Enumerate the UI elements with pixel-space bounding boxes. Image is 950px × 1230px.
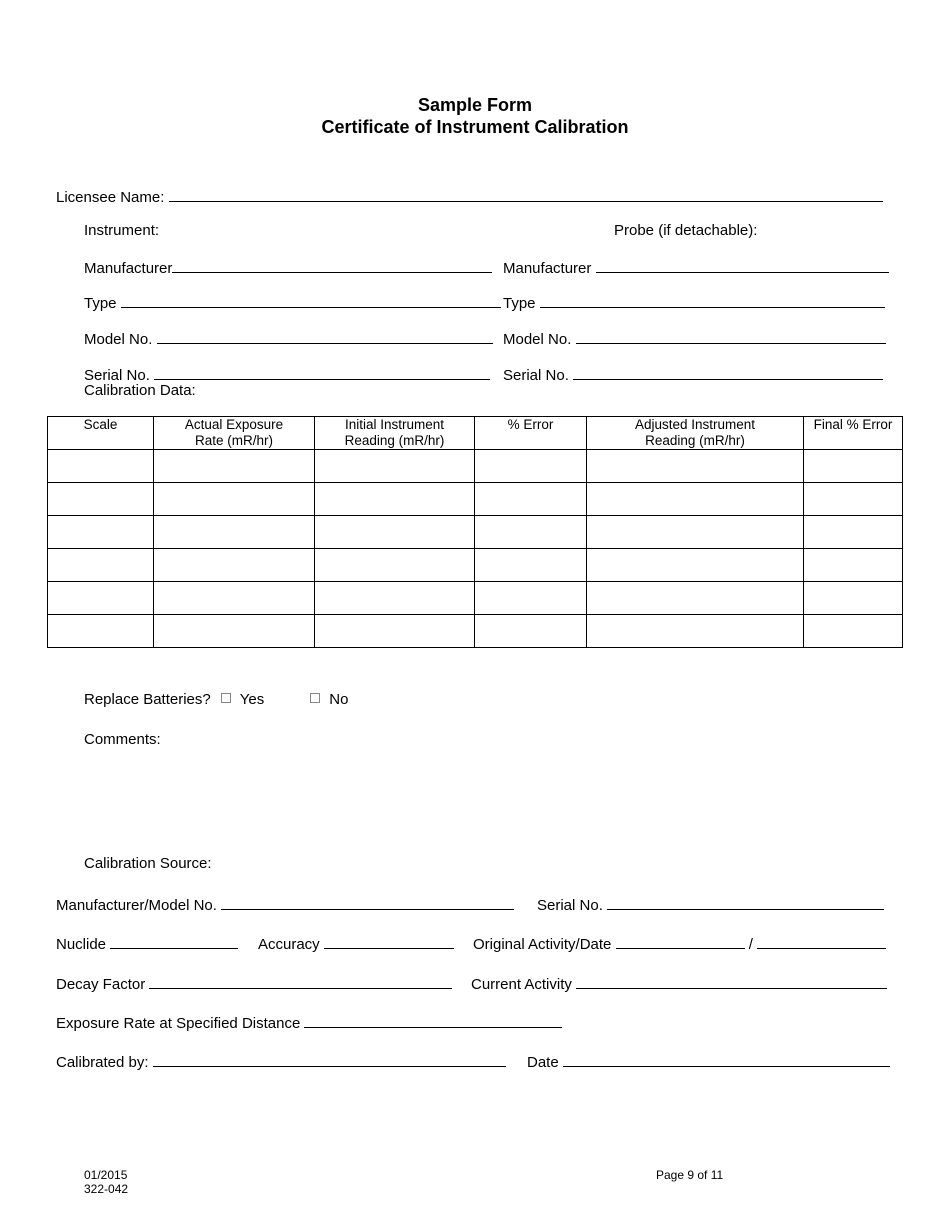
date-row	[527, 1052, 890, 1071]
current-activity-field[interactable]	[576, 974, 887, 989]
instrument-serial-label: Serial No.	[84, 367, 150, 384]
nuclide-field[interactable]	[110, 934, 238, 949]
instrument-type-row	[84, 293, 501, 312]
no-label: No	[329, 691, 349, 708]
table-row	[48, 516, 903, 549]
instrument-manufacturer-row	[84, 258, 492, 277]
comments-label: Comments:	[84, 731, 161, 748]
table-cell[interactable]	[48, 450, 154, 483]
table-row	[48, 615, 903, 648]
instrument-serial-field[interactable]	[154, 365, 490, 380]
probe-heading: Probe (if detachable):	[614, 222, 758, 239]
table-cell[interactable]	[154, 615, 315, 648]
licensee-row	[56, 187, 883, 206]
footer-form-code: 322-042	[84, 1182, 129, 1196]
table-cell[interactable]	[804, 450, 903, 483]
date-label: Date	[527, 1054, 559, 1071]
probe-manufacturer-label: Manufacturer	[503, 260, 592, 277]
original-activity-field[interactable]	[616, 934, 745, 949]
table-row	[48, 450, 903, 483]
probe-model-field[interactable]	[576, 329, 886, 344]
table-cell[interactable]	[315, 450, 475, 483]
table-cell[interactable]	[315, 549, 475, 582]
probe-manufacturer-row	[503, 258, 889, 277]
date-field[interactable]	[563, 1052, 890, 1067]
probe-serial-row	[503, 365, 883, 384]
probe-serial-label: Serial No.	[503, 367, 569, 384]
column-header-percent-error: % Error	[475, 417, 587, 450]
instrument-model-field[interactable]	[157, 329, 493, 344]
table-cell[interactable]	[48, 516, 154, 549]
table-cell[interactable]	[48, 549, 154, 582]
probe-model-label: Model No.	[503, 331, 572, 348]
instrument-type-field[interactable]	[121, 293, 501, 308]
instrument-manufacturer-label: Manufacturer	[84, 260, 173, 277]
page-title: Sample Form	[417, 95, 533, 115]
original-activity-row	[473, 934, 886, 953]
probe-manufacturer-field[interactable]	[596, 258, 889, 273]
source-mfr-model-field[interactable]	[221, 895, 514, 910]
instrument-manufacturer-field[interactable]	[172, 258, 492, 273]
page-subtitle: Certificate of Instrument Calibration	[321, 117, 629, 137]
table-cell[interactable]	[475, 483, 587, 516]
column-header-final-error: Final % Error	[804, 417, 903, 450]
calibration-source-heading: Calibration Source:	[84, 855, 212, 872]
column-header-actual-exposure: Actual Exposure Rate (mR/hr)	[154, 417, 315, 450]
nuclide-label: Nuclide	[56, 936, 107, 953]
instrument-model-label: Model No.	[84, 331, 153, 348]
column-header-adjusted-reading: Adjusted Instrument Reading (mR/hr)	[587, 417, 804, 450]
probe-type-row	[503, 293, 885, 312]
decay-factor-row	[56, 974, 452, 993]
table-cell[interactable]	[804, 549, 903, 582]
table-cell[interactable]	[587, 483, 804, 516]
table-cell[interactable]	[48, 582, 154, 615]
table-cell[interactable]	[475, 615, 587, 648]
calibration-data-label: Calibration Data:	[84, 382, 196, 399]
probe-type-label: Type	[503, 295, 536, 312]
calibration-table	[47, 416, 903, 648]
source-serial-label: Serial No.	[537, 897, 603, 914]
accuracy-label: Accuracy	[258, 936, 320, 953]
table-cell[interactable]	[154, 483, 315, 516]
table-cell[interactable]	[804, 516, 903, 549]
licensee-label: Licensee Name:	[56, 189, 165, 206]
probe-model-row	[503, 329, 886, 348]
yes-checkbox[interactable]	[221, 693, 231, 703]
table-cell[interactable]	[315, 615, 475, 648]
yes-label: Yes	[239, 691, 265, 708]
exposure-rate-row	[56, 1013, 562, 1032]
table-cell[interactable]	[804, 483, 903, 516]
current-activity-label: Current Activity	[471, 976, 572, 993]
table-cell[interactable]	[48, 615, 154, 648]
source-mfr-model-row	[56, 895, 514, 914]
probe-type-field[interactable]	[540, 293, 885, 308]
probe-serial-field[interactable]	[573, 365, 883, 380]
table-cell[interactable]	[804, 582, 903, 615]
table-cell[interactable]	[587, 582, 804, 615]
source-mfr-model-label: Manufacturer/Model No.	[56, 897, 217, 914]
decay-factor-field[interactable]	[149, 974, 452, 989]
table-row	[48, 582, 903, 615]
original-activity-label: Original Activity/Date	[473, 936, 612, 953]
table-cell[interactable]	[154, 549, 315, 582]
exposure-rate-label: Exposure Rate at Specified Distance	[56, 1015, 301, 1032]
table-cell[interactable]	[154, 582, 315, 615]
table-cell[interactable]	[48, 483, 154, 516]
table-cell[interactable]	[587, 549, 804, 582]
table-cell[interactable]	[587, 615, 804, 648]
current-activity-row	[471, 974, 887, 993]
accuracy-field[interactable]	[324, 934, 454, 949]
no-checkbox[interactable]	[310, 693, 320, 703]
replace-batteries-row	[84, 691, 348, 708]
source-serial-field[interactable]	[607, 895, 884, 910]
column-header-scale: Scale	[48, 417, 154, 450]
nuclide-row	[56, 934, 238, 953]
table-cell[interactable]	[315, 483, 475, 516]
instrument-type-label: Type	[84, 295, 117, 312]
table-cell[interactable]	[587, 516, 804, 549]
table-row	[48, 549, 903, 582]
calibrated-by-row	[56, 1052, 506, 1071]
table-cell[interactable]	[154, 450, 315, 483]
table-cell[interactable]	[475, 516, 587, 549]
accuracy-row	[258, 934, 454, 953]
table-cell[interactable]	[475, 549, 587, 582]
decay-factor-label: Decay Factor	[56, 976, 146, 993]
table-cell[interactable]	[804, 615, 903, 648]
footer-date: 01/2015	[84, 1168, 128, 1182]
replace-batteries-label: Replace Batteries?	[84, 691, 211, 708]
activity-date-separator: /	[748, 936, 753, 953]
table-cell[interactable]	[154, 516, 315, 549]
instrument-model-row	[84, 329, 493, 348]
instrument-heading: Instrument:	[84, 222, 160, 239]
table-cell[interactable]	[587, 450, 804, 483]
table-cell[interactable]	[475, 450, 587, 483]
column-header-initial-reading: Initial Instrument Reading (mR/hr)	[315, 417, 475, 450]
exposure-rate-field[interactable]	[304, 1013, 562, 1028]
calibrated-by-field[interactable]	[153, 1052, 506, 1067]
source-serial-row	[537, 895, 884, 914]
page-number: Page 9 of 11	[656, 1168, 724, 1182]
table-row	[48, 483, 903, 516]
table-cell[interactable]	[315, 582, 475, 615]
calibrated-by-label: Calibrated by:	[56, 1054, 149, 1071]
table-header-row	[48, 417, 903, 450]
table-cell[interactable]	[315, 516, 475, 549]
licensee-name-field[interactable]	[169, 187, 883, 202]
table-cell[interactable]	[475, 582, 587, 615]
original-date-field[interactable]	[757, 934, 886, 949]
